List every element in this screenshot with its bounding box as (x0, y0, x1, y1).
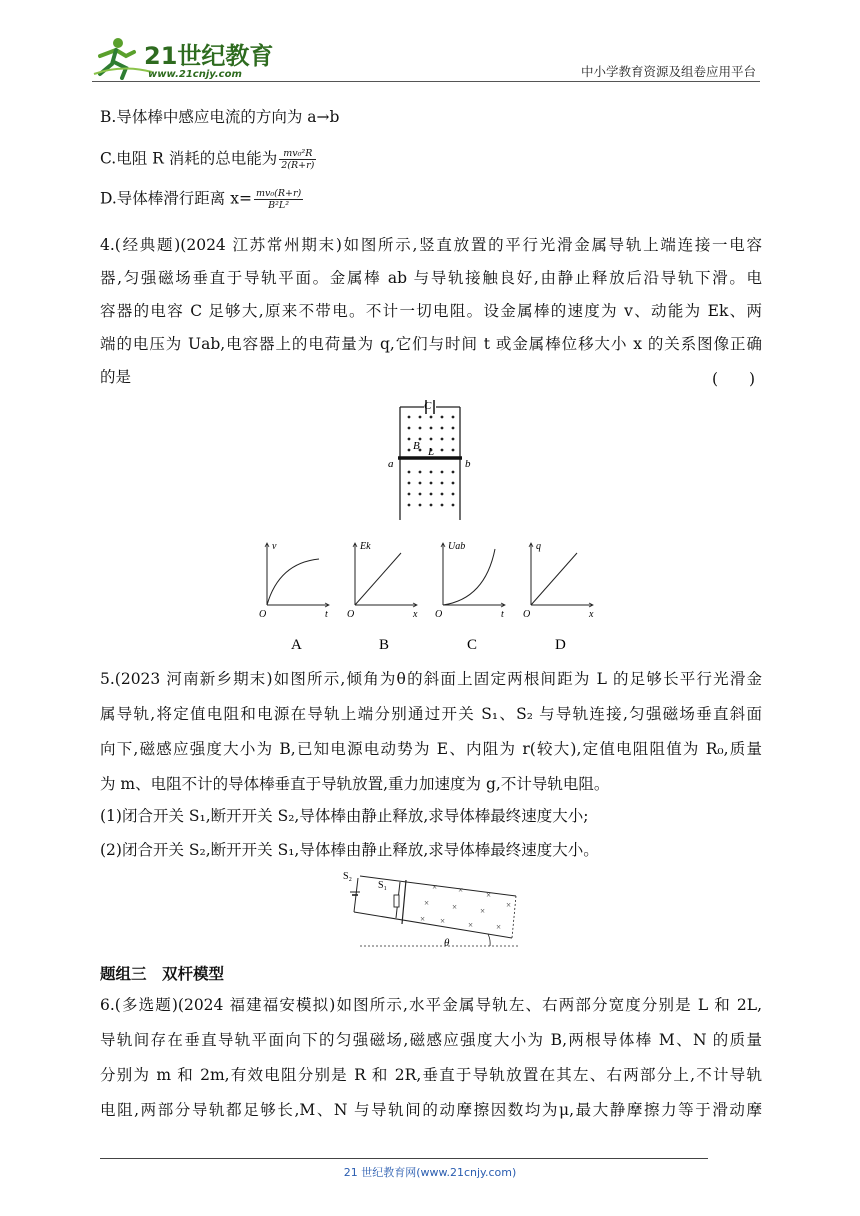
field-dot (452, 416, 455, 419)
field-cross: × (452, 902, 458, 912)
field-cross: × (486, 890, 492, 900)
q6-line-1: 6.(多选题)(2024 福建福安模拟)如图所示,水平金属导轨左、右两部分宽度分别是 L 和 2L, (100, 996, 762, 1014)
field-dot (441, 493, 444, 496)
label-s1: S₁ (378, 880, 388, 891)
q4-line-1: 4.(经典题)(2024 江苏常州期末)如图所示,竖直放置的平行光滑金属导轨上端连接一电容 (100, 236, 762, 254)
y-axis-label: Uab (448, 541, 466, 552)
fraction-numerator: mv₀²R (279, 148, 316, 160)
graph-option-c (435, 541, 505, 653)
option-c-text: C.电阻 R 消耗的总电能为 (100, 149, 278, 168)
field-dot (452, 504, 455, 507)
field-dot (408, 416, 411, 419)
origin-label: O (347, 609, 355, 620)
field-cross: × (480, 906, 486, 916)
header-divider (92, 81, 760, 82)
q5-line-2: 属导轨,将定值电阻和电源在导轨上端分别通过开关 S₁、S₂ 与导轨连接,匀强磁场垂直斜面 (100, 705, 762, 723)
option-label: A (291, 637, 302, 653)
label-b-field: B (413, 440, 420, 452)
magnetic-field-dots (408, 416, 455, 507)
footer-divider (100, 1158, 708, 1159)
fraction-denominator: B²L² (268, 200, 290, 211)
field-dot (408, 471, 411, 474)
footer-link[interactable]: 21 世纪教育网(www.21cnjy.com) (343, 1166, 517, 1179)
y-axis-label: Ek (360, 541, 371, 552)
field-dot (430, 493, 433, 496)
field-cross: × (432, 882, 438, 892)
field-dot (452, 493, 455, 496)
graph-curve (531, 553, 577, 605)
field-dot (408, 493, 411, 496)
logo-url-text: www.21cnjy.com (148, 69, 242, 80)
q4-rail-figure (380, 395, 480, 525)
q4-graph-options (255, 535, 605, 655)
origin-label: O (259, 609, 267, 620)
q5-line-4: 为 m、电阻不计的导体棒垂直于导轨放置,重力加速度为 g,不计导轨电阻。 (100, 775, 610, 793)
site-name: 中小学教育资源及组卷应用平台 (580, 64, 756, 79)
label-c: C (424, 400, 432, 412)
field-dot (419, 493, 422, 496)
logo (92, 34, 312, 80)
q6-line-3: 分别为 m 和 2m,有效电阻分别是 R 和 2R,垂直于导轨放置在其左、右两部分上,不计导轨 (100, 1066, 762, 1084)
x-axis-label: t (501, 609, 504, 620)
label-a: a (388, 458, 394, 470)
field-dot (419, 416, 422, 419)
q4-line-5: 的是 (100, 368, 132, 386)
field-dot (419, 427, 422, 430)
field-dot (452, 438, 455, 441)
field-dot (452, 427, 455, 430)
x-axis-label: t (325, 609, 328, 620)
option-d-fraction (254, 188, 303, 211)
label-l: L (428, 446, 435, 458)
q4-line-4: 端的电压为 Uab,电容器上的电荷量为 q,它们与时间 t 或金属棒位移大小 x 的关系图像正确 (100, 335, 762, 353)
graph-curve (355, 553, 401, 605)
page-header (92, 30, 760, 82)
q6-line-2: 导轨间存在垂直导轨平面向下的匀强磁场,磁感应强度大小为 B,两根导体棒 M、N 的质量 (100, 1031, 762, 1049)
q5-line-1: 5.(2023 河南新乡期末)如图所示,倾角为θ的斜面上固定两根间距为 L 的足够长平行光滑金 (100, 670, 762, 688)
graph-option-b (347, 541, 418, 653)
field-dot (408, 427, 411, 430)
logo-main-text: 21世纪教育 (144, 42, 274, 70)
field-cross: × (420, 914, 426, 924)
field-dot (452, 471, 455, 474)
q4-line-2: 器,匀强磁场垂直于导轨平面。金属棒 ab 与导轨接触良好,由静止释放后沿导轨下滑。电 (100, 269, 762, 287)
field-dot (441, 449, 444, 452)
field-dot (408, 449, 411, 452)
label-b: b (465, 458, 471, 470)
label-theta: θ (444, 937, 450, 949)
answer-blank: ( ) (712, 370, 756, 388)
y-axis-label: v (272, 541, 277, 552)
option-c (100, 148, 316, 171)
field-dot (441, 438, 444, 441)
field-dot (441, 416, 444, 419)
origin-label: O (435, 609, 443, 620)
field-cross: × (496, 922, 502, 932)
field-dot (430, 471, 433, 474)
field-dot (452, 449, 455, 452)
field-dot (441, 504, 444, 507)
field-dot (430, 438, 433, 441)
option-d (100, 188, 303, 211)
resistor (394, 895, 399, 907)
field-cross: × (506, 900, 512, 910)
q5-line-3: 向下,磁感应强度大小为 B,已知电源电动势为 E、内阻为 r(较大),定值电阻阻值为 R₀,质量 (100, 740, 762, 758)
option-d-text: D.导体棒滑行距离 x= (100, 189, 252, 208)
field-dot (430, 416, 433, 419)
field-cross: × (458, 885, 464, 895)
graph-curve (267, 559, 319, 605)
x-axis-label: x (413, 609, 418, 620)
q5-incline-figure (340, 868, 530, 950)
field-cross: × (440, 916, 446, 926)
graph-curve (443, 549, 495, 605)
q5-subquestion-2: (2)闭合开关 S₂,断开开关 S₁,导体棒由静止释放,求导体棒最终速度大小。 (100, 841, 599, 859)
field-dot (441, 482, 444, 485)
label-s2: S₂ (343, 871, 353, 882)
q6-line-4: 电阻,两部分导轨都足够长,M、N 与导轨间的动摩擦因数均为μ,最大静摩擦力等于滑动摩 (100, 1101, 762, 1119)
field-dot (408, 482, 411, 485)
field-dot (419, 504, 422, 507)
y-axis-label: q (536, 541, 541, 552)
graph-option-d (523, 541, 594, 653)
conductor-rod (402, 880, 406, 924)
q4-line-3: 容器的电容 C 足够大,原来不带电。不计一切电阻。设金属棒的速度为 v、动能为 Ek、两 (100, 302, 762, 320)
field-dot (441, 471, 444, 474)
field-dot (430, 482, 433, 485)
option-b: B.导体棒中感应电流的方向为 a→b (100, 108, 340, 126)
q5-subquestion-1: (1)闭合开关 S₁,断开开关 S₂,导体棒由静止释放,求导体棒最终速度大小; (100, 807, 589, 825)
graph-option-a (259, 541, 329, 653)
field-dot (430, 427, 433, 430)
field-dot (430, 504, 433, 507)
field-cross: × (468, 920, 474, 930)
field-dot (408, 438, 411, 441)
option-label: C (467, 637, 478, 653)
option-label: B (379, 637, 390, 653)
option-c-fraction (279, 148, 316, 171)
field-dot (441, 427, 444, 430)
section-title: 题组三 双杆模型 (100, 965, 225, 983)
fraction-denominator: 2(R+r) (281, 160, 315, 171)
fraction-numerator: mv₀(R+r) (255, 188, 302, 199)
origin-label: O (523, 609, 531, 620)
field-dot (419, 471, 422, 474)
field-cross: × (424, 898, 430, 908)
option-label: D (555, 637, 566, 653)
x-axis-label: x (589, 609, 594, 620)
field-dot (452, 482, 455, 485)
field-dot (419, 482, 422, 485)
field-dot (408, 504, 411, 507)
